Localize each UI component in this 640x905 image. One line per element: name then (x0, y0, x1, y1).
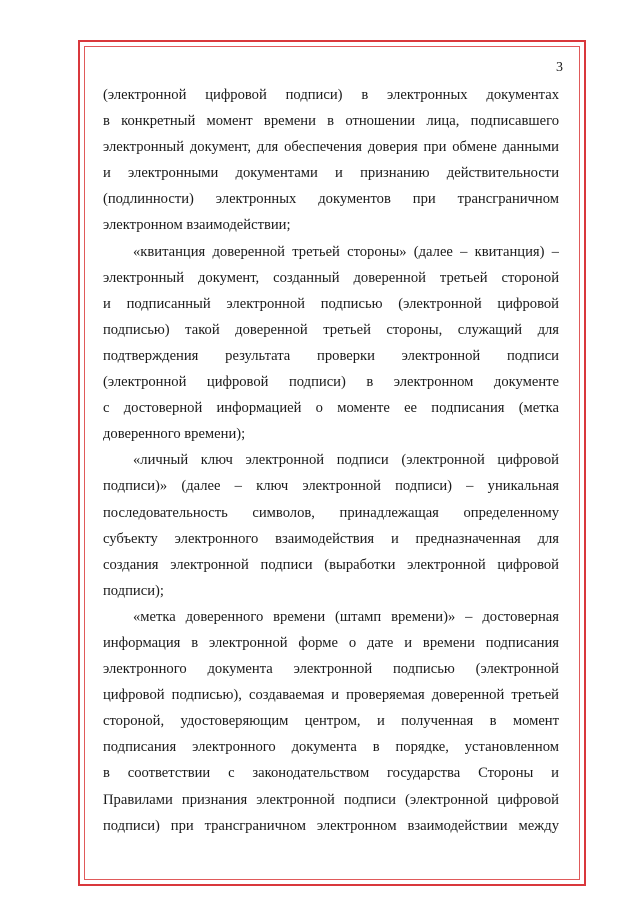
text-line: подписания электронного документа в порядке, установленном (103, 739, 559, 756)
page-number: 3 (556, 60, 563, 75)
text-line: в соответствии с законодательством государства Стороны и (103, 765, 559, 782)
text-line: доверенного времени); (103, 426, 246, 443)
text-line: субъекту электронного взаимодействия и предназначенная для (103, 530, 559, 547)
document-body (103, 82, 559, 839)
text-line: «метка доверенного времени (штамп времени)» – достоверная (133, 608, 559, 625)
text-line: и электронными документами и признанию действительности (103, 165, 559, 182)
text-line: цифровой подписью), создаваемая и проверяемая доверенной третьей (103, 687, 559, 704)
text-line: подтверждения результата проверки электронной подписи (103, 347, 559, 364)
text-line: подписью) такой доверенной третьей стороны, служащий для (103, 321, 559, 338)
text-line: последовательность символов, принадлежащая определенному (103, 504, 559, 521)
text-line: подписи)» (далее – ключ электронной подписи) – уникальная (103, 478, 559, 495)
text-line: в конкретный момент времени в отношении лица, подписавшего (103, 113, 559, 130)
text-line: (электронной цифровой подписи) в электронных документах (103, 87, 559, 103)
text-line: «личный ключ электронной подписи (электронной цифровой (133, 452, 559, 469)
text-line: подписи) при трансграничном электронном взаимодействии между (103, 817, 559, 834)
text-line: (электронной цифровой подписи) в электронном документе (103, 374, 559, 391)
text-line: Правилами признания электронной подписи (электронной цифровой (103, 791, 559, 808)
text-line: электронный документ, для обеспечения доверия при обмене данными (103, 139, 559, 156)
text-line: с достоверной информацией о моменте ее подписания (метка (103, 400, 559, 417)
text-line: информация в электронной форме о дате и времени подписания (103, 634, 559, 651)
text-line: электронного документа электронной подписью (электронной (103, 661, 559, 678)
text-line: (подлинности) электронных документов при трансграничном (103, 191, 559, 208)
text-line: стороной, удостоверяющим центром, и полученная в момент (103, 713, 559, 730)
text-line: электронный документ, созданный доверенной третьей стороной (103, 269, 559, 286)
text-line: «квитанция доверенной третьей стороны» (далее – квитанция) – (133, 243, 559, 260)
text-line: электронном взаимодействии; (103, 217, 291, 234)
text-line: подписи); (103, 582, 164, 599)
text-line: создания электронной подписи (выработки электронной цифровой (103, 556, 559, 573)
text-line: и подписанный электронной подписью (электронной цифровой (103, 295, 559, 312)
